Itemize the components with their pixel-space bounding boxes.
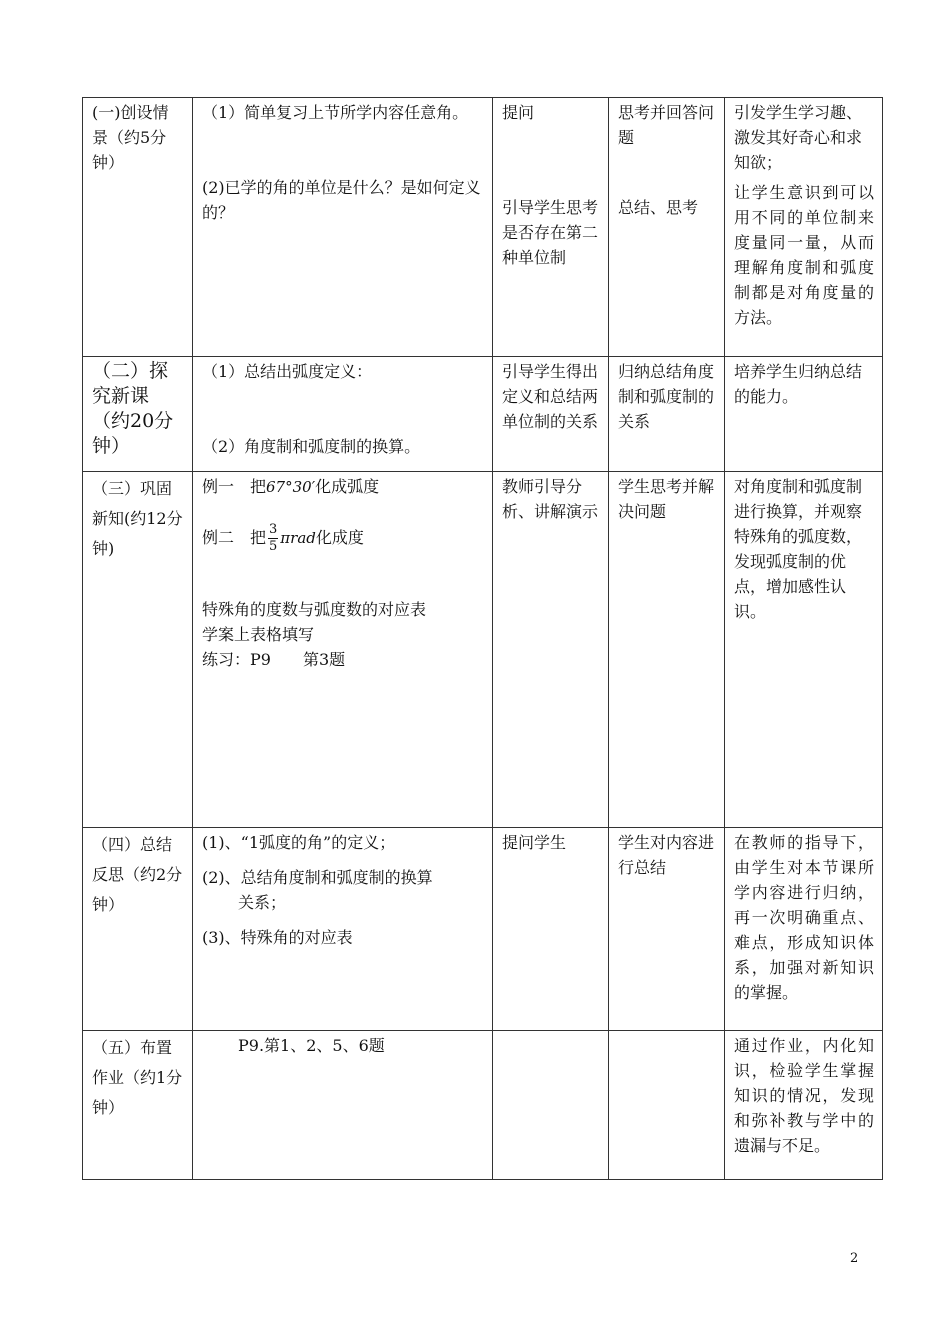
- content-text: (3)、特殊角的对应表: [202, 928, 353, 947]
- stage-cell: [83, 98, 193, 357]
- student-text: 学生对内容进行总结: [618, 833, 715, 877]
- example-two-label: 例二 把: [202, 528, 267, 547]
- student-text: 思考并回答问题: [618, 103, 715, 147]
- purpose-cell: [725, 357, 883, 472]
- student-cell: [609, 1031, 725, 1180]
- student-cell: [609, 472, 725, 828]
- stage-text: （三）巩固新知(约12分钟): [92, 479, 183, 558]
- content-text: 学案上表格填写: [202, 625, 315, 644]
- angle-formula: 67°30′: [266, 478, 316, 496]
- content-text: 练习：P9 第3题: [202, 650, 346, 669]
- content-cell: [193, 828, 493, 1031]
- purpose-text: 通过作业，内化知识，检验学生掌握知识的情况，发现和弥补教与学中的遗漏与不足。: [734, 1036, 874, 1155]
- table-row: [83, 828, 883, 1031]
- content-cell: [193, 98, 493, 357]
- example-two: [202, 522, 484, 555]
- student-text: 总结、思考: [618, 198, 699, 217]
- stage-text: （五）布置作业（约1分钟）: [92, 1038, 183, 1117]
- purpose-cell: [725, 472, 883, 828]
- teacher-text: 引导学生思考是否存在第二种单位制: [502, 198, 599, 267]
- stage-cell: [83, 828, 193, 1031]
- purpose-text: 引发学生学习趣、激发其好奇心和求知欲；: [734, 103, 863, 172]
- content-text: （1）简单复习上节所学内容任意角。: [202, 103, 469, 122]
- fraction-denominator: 5: [269, 539, 278, 554]
- stage-cell: [83, 357, 193, 472]
- content-text: (2)、总结角度制和弧度制的换算: [202, 868, 433, 887]
- student-text: 学生思考并解决问题: [618, 477, 715, 521]
- fraction-formula: [268, 522, 278, 555]
- purpose-text: 对角度制和弧度制进行换算，并观察特殊角的弧度数，发现弧度制的优点，增加感性认识。: [734, 477, 863, 621]
- content-text: （1）总结出弧度定义：: [202, 362, 373, 381]
- stage-text: （四）总结反思（约2分钟）: [92, 835, 183, 914]
- content-cell: [193, 472, 493, 828]
- example-two-task: 化成度: [315, 528, 364, 547]
- teacher-cell: [493, 357, 609, 472]
- teacher-text: 引导学生得出定义和总结两单位制的关系: [502, 362, 599, 431]
- content-text: 特殊角的度数与弧度数的对应表: [202, 600, 427, 619]
- teacher-cell: [493, 98, 609, 357]
- purpose-text: 培养学生归纳总结的能力。: [734, 362, 863, 406]
- content-cell: [193, 357, 493, 472]
- teacher-cell: [493, 1031, 609, 1180]
- stage-text: (一)创设情景（约5分钟）: [92, 103, 169, 172]
- stage-cell: [83, 1031, 193, 1180]
- student-cell: [609, 828, 725, 1031]
- fraction-numerator: 3: [269, 522, 278, 537]
- teacher-cell: [493, 828, 609, 1031]
- purpose-cell: [725, 828, 883, 1031]
- table-row: [83, 1031, 883, 1180]
- stage-text: （二）探究新课（约20分钟）: [92, 360, 174, 457]
- purpose-text: 在教师的指导下，由学生对本节课所学内容进行归纳，再一次明确重点、难点，形成知识体系，加强对新知识的掌握。: [734, 833, 874, 1002]
- example-one-task: 化成弧度: [315, 477, 380, 496]
- table-row: [83, 472, 883, 828]
- table-row: [83, 98, 883, 357]
- student-cell: [609, 98, 725, 357]
- content-text: 关系；: [238, 893, 287, 912]
- teacher-text: 教师引导分析、讲解演示: [502, 477, 599, 521]
- teacher-cell: [493, 472, 609, 828]
- content-text: P9.第1、2、5、6题: [238, 1036, 385, 1055]
- teacher-text: 提问: [502, 103, 535, 122]
- purpose-cell: [725, 98, 883, 357]
- teacher-text: 提问学生: [502, 833, 567, 852]
- content-text: （2）角度制和弧度制的换算。: [202, 437, 421, 456]
- student-text: 归纳总结角度制和弧度制的关系: [618, 362, 715, 431]
- lesson-plan-table: [82, 97, 883, 1180]
- student-cell: [609, 357, 725, 472]
- radian-formula: πrad: [280, 529, 316, 547]
- example-one-label: 例一 把: [202, 477, 267, 496]
- purpose-text: 让学生意识到可以用不同的单位制来度量同一量，从而理解角度制和弧度制都是对角度量的方法。: [734, 183, 874, 327]
- content-cell: [193, 1031, 493, 1180]
- content-text: (1)、“1弧度的角”的定义；: [202, 833, 396, 852]
- page-number: 2: [850, 1251, 859, 1266]
- purpose-cell: [725, 1031, 883, 1180]
- table-row: [83, 357, 883, 472]
- stage-cell: [83, 472, 193, 828]
- content-text: (2)已学的角的单位是什么？是如何定义的？: [202, 178, 481, 222]
- example-one: [202, 474, 484, 500]
